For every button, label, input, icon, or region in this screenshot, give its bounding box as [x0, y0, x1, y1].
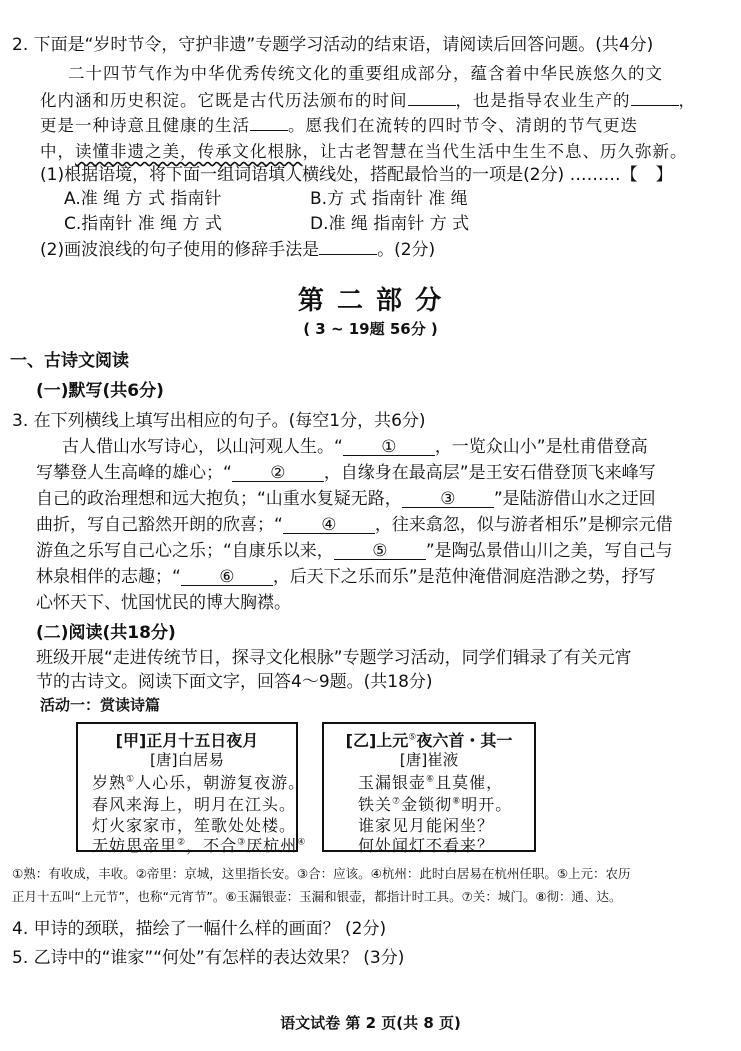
poem-yi-line-2: 铁关⑦金锁彻⑧明开。 — [358, 795, 513, 814]
poem-jia-line-1: 岁熟①人心乐，朝游复夜游。 — [92, 773, 306, 792]
q3-line-4: 曲折，写自己豁然开朗的欣喜；“ ④ ，往来翕忽，似与游者相乐”是柳宗元借 — [36, 515, 673, 535]
wavy-underlined-sentence: 读懂非遗之美，传承文化根脉 — [75, 142, 303, 161]
q2-passage-line-4: 中，读懂非遗之美，传承文化根脉，让古老智慧在当代生活中生生不息、历久弥新。 — [40, 142, 688, 161]
blank[interactable] — [408, 87, 456, 106]
q2-sub2: (2)画波浪线的句子使用的修辞手法是 。(2分) — [40, 235, 435, 260]
subsection-heading-recite: (一)默写(共6分) — [36, 381, 164, 401]
q3-line-3: 自己的政治理想和远大抱负；“山重水复疑无路， ③ ”是陆游借山水之迂回 — [36, 489, 656, 509]
part-subtitle: ( 3 ~ 19题 56分 ) — [303, 320, 438, 338]
blank-4[interactable]: ④ — [283, 515, 375, 534]
poem-jia-line-4: 无妨思帝里②，不合③厌杭州④ — [92, 836, 307, 855]
blank[interactable] — [631, 87, 679, 106]
q2-sub1: (1)根据语境，将下面一组词语填人横线处，搭配最恰当的一项是(2分) ………【 】 — [40, 165, 673, 185]
blank-1[interactable]: ① — [343, 437, 435, 456]
q3-line-6: 林泉相伴的志趣；“ ⑥ ，后天下之乐而乐”是范仲淹借洞庭浩渺之势，抒写 — [36, 567, 656, 587]
blank-2[interactable]: ② — [232, 463, 324, 482]
annotation-line-1: ①熟：有收成，丰收。②帝里：京城，这里指长安。③合：应该。④杭州：此时白居易在杭州任职。⑤上元：农历 — [12, 866, 631, 881]
blank-6[interactable]: ⑥ — [181, 567, 273, 586]
reading-intro-line-2: 节的古诗文。阅读下面文字，回答4～9题。(共18分) — [36, 672, 433, 692]
section-heading: 一、古诗文阅读 — [10, 351, 129, 371]
reading-intro-line-1: 班级开展“走进传统节日，探寻文化根脉”专题学习活动，同学们辑录了有关元宵 — [36, 648, 632, 668]
q4: 4. 甲诗的颈联，描绘了一幅什么样的画面？ (2分) — [12, 919, 387, 939]
q3-line-1: 古人借山水写诗心，以山河观人生。“ ① ，一览众山小”是杜甫借登高 — [62, 437, 648, 457]
subsection-heading-reading: (二)阅读(共18分) — [36, 623, 176, 643]
q2-stem: 2. 下面是“岁时节令，守护非遗”专题学习活动的结束语，请阅读后回答问题。(共4分) — [12, 35, 654, 55]
q2-option-b: B.方 式 指南针 准 绳 — [310, 189, 468, 209]
q2-passage-line-2: 化内涵和历史积淀。它既是古代历法颁布的时间 ，也是指导农业生产的 ， — [40, 87, 696, 111]
poem-jia-line-2: 春风来海上，明月在江头。 — [92, 795, 297, 814]
poem-yi-line-3: 谁家见月能闲坐？ — [358, 816, 495, 835]
q2-passage-line-1: 二十四节气作为中华优秀传统文化的重要组成部分，蕴含着中华民族悠久的文 — [68, 64, 663, 83]
blank[interactable] — [319, 236, 377, 255]
annotation-line-2: 正月十五叫“上元节”，也称“元宵节”。⑥玉漏银壶：玉漏和银壶，都指计时工具。⑦关：城门。⑧彻：通、达。 — [12, 889, 622, 904]
q2-option-c: C.指南针 准 绳 方 式 — [64, 214, 222, 234]
q5: 5. 乙诗中的“谁家”“何处”有怎样的表达效果？ (3分) — [12, 948, 405, 968]
q3-line-5: 游鱼之乐写自己心之乐；“自康乐以来， ⑤ ”是陶弘景借山川之美，写自己与 — [36, 541, 673, 561]
blank-3[interactable]: ③ — [402, 489, 494, 508]
poem-yi-line-1: 玉漏银壶⑥且莫催， — [358, 773, 504, 792]
activity-heading: 活动一：赏读诗篇 — [40, 696, 161, 714]
q3-stem: 3. 在下列横线上填写出相应的句子。(每空1分，共6分) — [12, 411, 426, 431]
q2-option-a: A.准 绳 方 式 指南针 — [64, 189, 222, 209]
blank-5[interactable]: ⑤ — [334, 541, 426, 560]
part-title: 第 二 部 分 — [297, 286, 444, 316]
q3-line-2: 写攀登人生高峰的雄心；“ ② ，自缘身在最高层”是王安石借登顶飞来峰写 — [36, 463, 656, 483]
page-footer: 语文试卷 第 2 页(共 8 页) — [280, 1014, 461, 1032]
poem-yi-author: [唐]崔液 — [399, 751, 459, 769]
q3-line-7: 心怀天下、忧国忧民的博大胸襟。 — [36, 593, 291, 613]
poem-jia-title: [甲]正月十五日夜月 — [115, 731, 259, 750]
poem-yi-line-4: 何处闻灯不看来？ — [358, 836, 495, 855]
poem-jia-line-3: 灯火家家市，笙歌处处楼。 — [92, 816, 297, 835]
q2-option-d: D.准 绳 指南针 方 式 — [310, 214, 470, 234]
poem-yi-title: [乙]上元⑤夜六首・其一 — [345, 731, 513, 750]
poem-jia-author: [唐]白居易 — [149, 751, 225, 769]
q2-passage-line-3: 更是一种诗意且健康的生活 。愿我们在流转的四时节令、清朗的节气更迭 — [40, 112, 638, 136]
blank[interactable] — [250, 112, 288, 131]
